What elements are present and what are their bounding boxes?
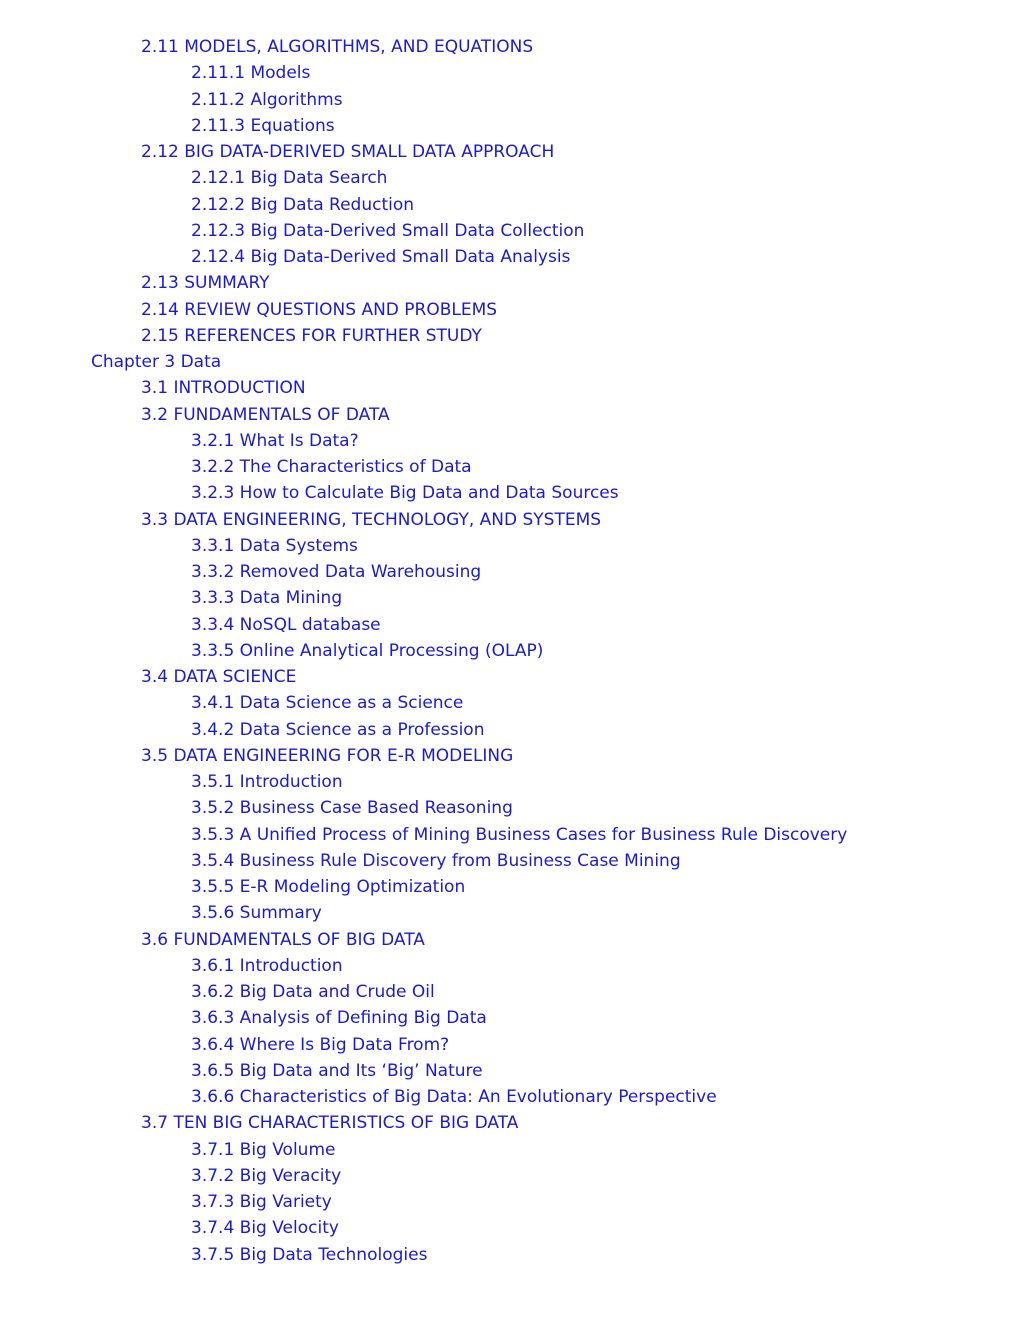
toc-subsection-link[interactable]: 3.7.5 Big Data Technologies xyxy=(191,1244,428,1265)
toc-subsection-link[interactable]: 3.2.3 How to Calculate Big Data and Data Sources xyxy=(191,483,619,504)
toc-subsection-link[interactable]: 2.12.1 Big Data Search xyxy=(191,168,388,189)
toc-subsection-link[interactable]: 3.6.6 Characteristics of Big Data: An Evolutionary Perspective xyxy=(191,1087,717,1107)
toc-section-link[interactable]: 2.15 REFERENCES FOR FURTHER STUDY xyxy=(141,325,482,346)
toc-subsection-link[interactable]: 2.11.2 Algorithms xyxy=(191,89,343,110)
toc-subsection-link[interactable]: 3.5.1 Introduction xyxy=(191,772,343,792)
toc-subsection-link[interactable]: 2.12.2 Big Data Reduction xyxy=(191,194,415,215)
toc-subsection-link[interactable]: 2.12.4 Big Data-Derived Small Data Analysis xyxy=(191,247,571,267)
toc-subsection-link[interactable]: 3.6.4 Where Is Big Data From? xyxy=(191,1034,450,1055)
toc-subsection-link[interactable]: 3.6.3 Analysis of Defining Big Data xyxy=(191,1008,487,1029)
toc-subsection-link[interactable]: 2.12.3 Big Data-Derived Small Data Collection xyxy=(191,220,585,241)
toc-subsection-link[interactable]: 3.4.1 Data Science as a Science xyxy=(191,693,464,714)
toc-subsection-link[interactable]: 3.6.2 Big Data and Crude Oil xyxy=(191,982,435,1002)
toc-section-link[interactable]: 2.11 MODELS, ALGORITHMS, AND EQUATIONS xyxy=(141,37,534,57)
toc-subsection-link[interactable]: 3.5.4 Business Rule Discovery from Business Case Mining xyxy=(191,850,681,871)
toc-section-link[interactable]: 3.5 DATA ENGINEERING FOR E-R MODELING xyxy=(141,745,514,766)
toc-subsection-link[interactable]: 3.7.3 Big Variety xyxy=(191,1192,332,1212)
toc-subsection-link[interactable]: 3.2.1 What Is Data? xyxy=(191,430,359,451)
toc-section-link[interactable]: 2.12 BIG DATA-DERIVED SMALL DATA APPROACH xyxy=(141,142,555,162)
toc-chapter-link[interactable]: Chapter 3 Data xyxy=(91,352,222,372)
table-of-contents xyxy=(0,34,1020,1268)
toc-subsection-link[interactable]: 3.3.2 Removed Data Warehousing xyxy=(191,562,482,582)
toc-section-link[interactable]: 3.3 DATA ENGINEERING, TECHNOLOGY, AND SYSTEMS xyxy=(141,509,602,530)
toc-subsection-link[interactable]: 3.5.6 Summary xyxy=(191,903,322,924)
toc-subsection-link[interactable]: 3.7.4 Big Velocity xyxy=(191,1218,339,1239)
toc-section-link[interactable]: 3.1 INTRODUCTION xyxy=(141,378,306,399)
toc-subsection-link[interactable]: 3.3.1 Data Systems xyxy=(191,535,358,556)
toc-section-link[interactable]: 2.13 SUMMARY xyxy=(141,273,270,294)
toc-subsection-link[interactable]: 3.7.1 Big Volume xyxy=(191,1139,336,1160)
toc-subsection-link[interactable]: 3.7.2 Big Veracity xyxy=(191,1165,342,1186)
toc-subsection-link[interactable]: 2.11.3 Equations xyxy=(191,115,335,136)
toc-section-link[interactable]: 2.14 REVIEW QUESTIONS AND PROBLEMS xyxy=(141,299,498,320)
toc-subsection-link[interactable]: 3.3.4 NoSQL database xyxy=(191,614,381,635)
toc-section-link[interactable]: 3.7 TEN BIG CHARACTERISTICS OF BIG DATA xyxy=(141,1113,519,1134)
toc-subsection-link[interactable]: 3.4.2 Data Science as a Profession xyxy=(191,719,485,740)
toc-subsection-link[interactable]: 3.6.1 Introduction xyxy=(191,955,343,976)
toc-subsection-link[interactable]: 3.5.2 Business Case Based Reasoning xyxy=(191,798,513,819)
toc-section-link[interactable]: 3.4 DATA SCIENCE xyxy=(141,667,297,687)
toc-subsection-link[interactable]: 3.3.3 Data Mining xyxy=(191,588,343,609)
toc-section-link[interactable]: 3.6 FUNDAMENTALS OF BIG DATA xyxy=(141,929,425,950)
toc-subsection-link[interactable]: 3.3.5 Online Analytical Processing (OLAP) xyxy=(191,640,544,661)
toc-subsection-link[interactable]: 3.6.5 Big Data and Its ‘Big’ Nature xyxy=(191,1060,483,1081)
toc-section-link[interactable]: 3.2 FUNDAMENTALS OF DATA xyxy=(141,404,390,425)
toc-subsection-link[interactable]: 3.5.3 A Unified Process of Mining Business Cases for Business Rule Discovery xyxy=(191,824,848,845)
toc-subsection-link[interactable]: 3.5.5 E-R Modeling Optimization xyxy=(191,877,466,897)
toc-subsection-link[interactable]: 2.11.1 Models xyxy=(191,63,311,84)
toc-subsection-link[interactable]: 3.2.2 The Characteristics of Data xyxy=(191,457,472,477)
